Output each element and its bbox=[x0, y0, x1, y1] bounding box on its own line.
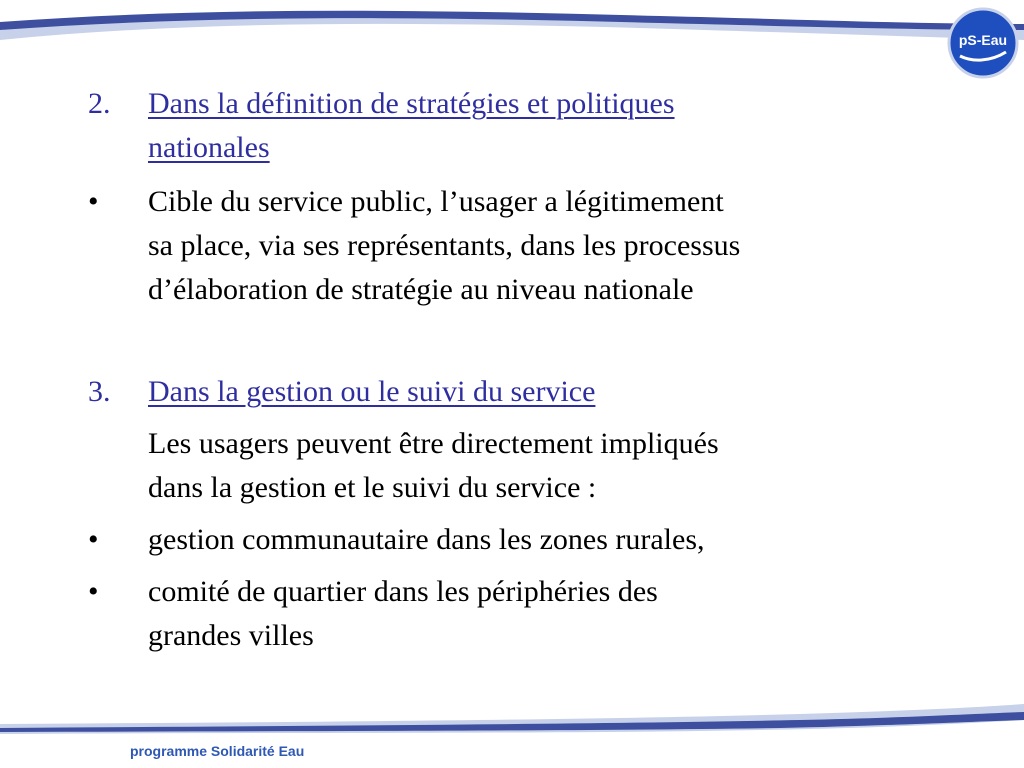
section-2-heading-line2: nationales bbox=[148, 131, 270, 164]
paragraph-line1: Les usagers peuvent être directement impliqués bbox=[148, 427, 719, 460]
section-2-heading-line1: Dans la définition de stratégies et politiques bbox=[148, 87, 675, 120]
bottom-swoosh-decoration bbox=[0, 700, 1024, 740]
bullet-2-line1: gestion communautaire dans les zones rurales, bbox=[148, 523, 705, 556]
section-3-number: 3. bbox=[88, 375, 111, 408]
bullet-1-line1: Cible du service public, l’usager a légitimement bbox=[148, 185, 724, 218]
section-2-number: 2. bbox=[88, 87, 111, 120]
bullet-1-line2: sa place, via ses représentants, dans les processus bbox=[148, 229, 741, 262]
bullet-3-line1: comité de quartier dans les périphéries des bbox=[148, 575, 658, 608]
bullet-2-marker: • bbox=[88, 523, 99, 556]
bullet-1-marker: • bbox=[88, 185, 99, 218]
section-3-heading-text: Dans la gestion ou le suivi du service bbox=[148, 375, 596, 408]
bullet-3-marker: • bbox=[88, 575, 99, 608]
bullet-3-line2: grandes villes bbox=[148, 619, 314, 652]
bullet-1-line3: d’élaboration de stratégie au niveau nationale bbox=[148, 273, 694, 306]
paragraph-line2: dans la gestion et le suivi du service : bbox=[148, 471, 597, 504]
footer-text: programme Solidarité Eau bbox=[130, 743, 305, 759]
logo-text: pS-Eau bbox=[958, 32, 1008, 48]
